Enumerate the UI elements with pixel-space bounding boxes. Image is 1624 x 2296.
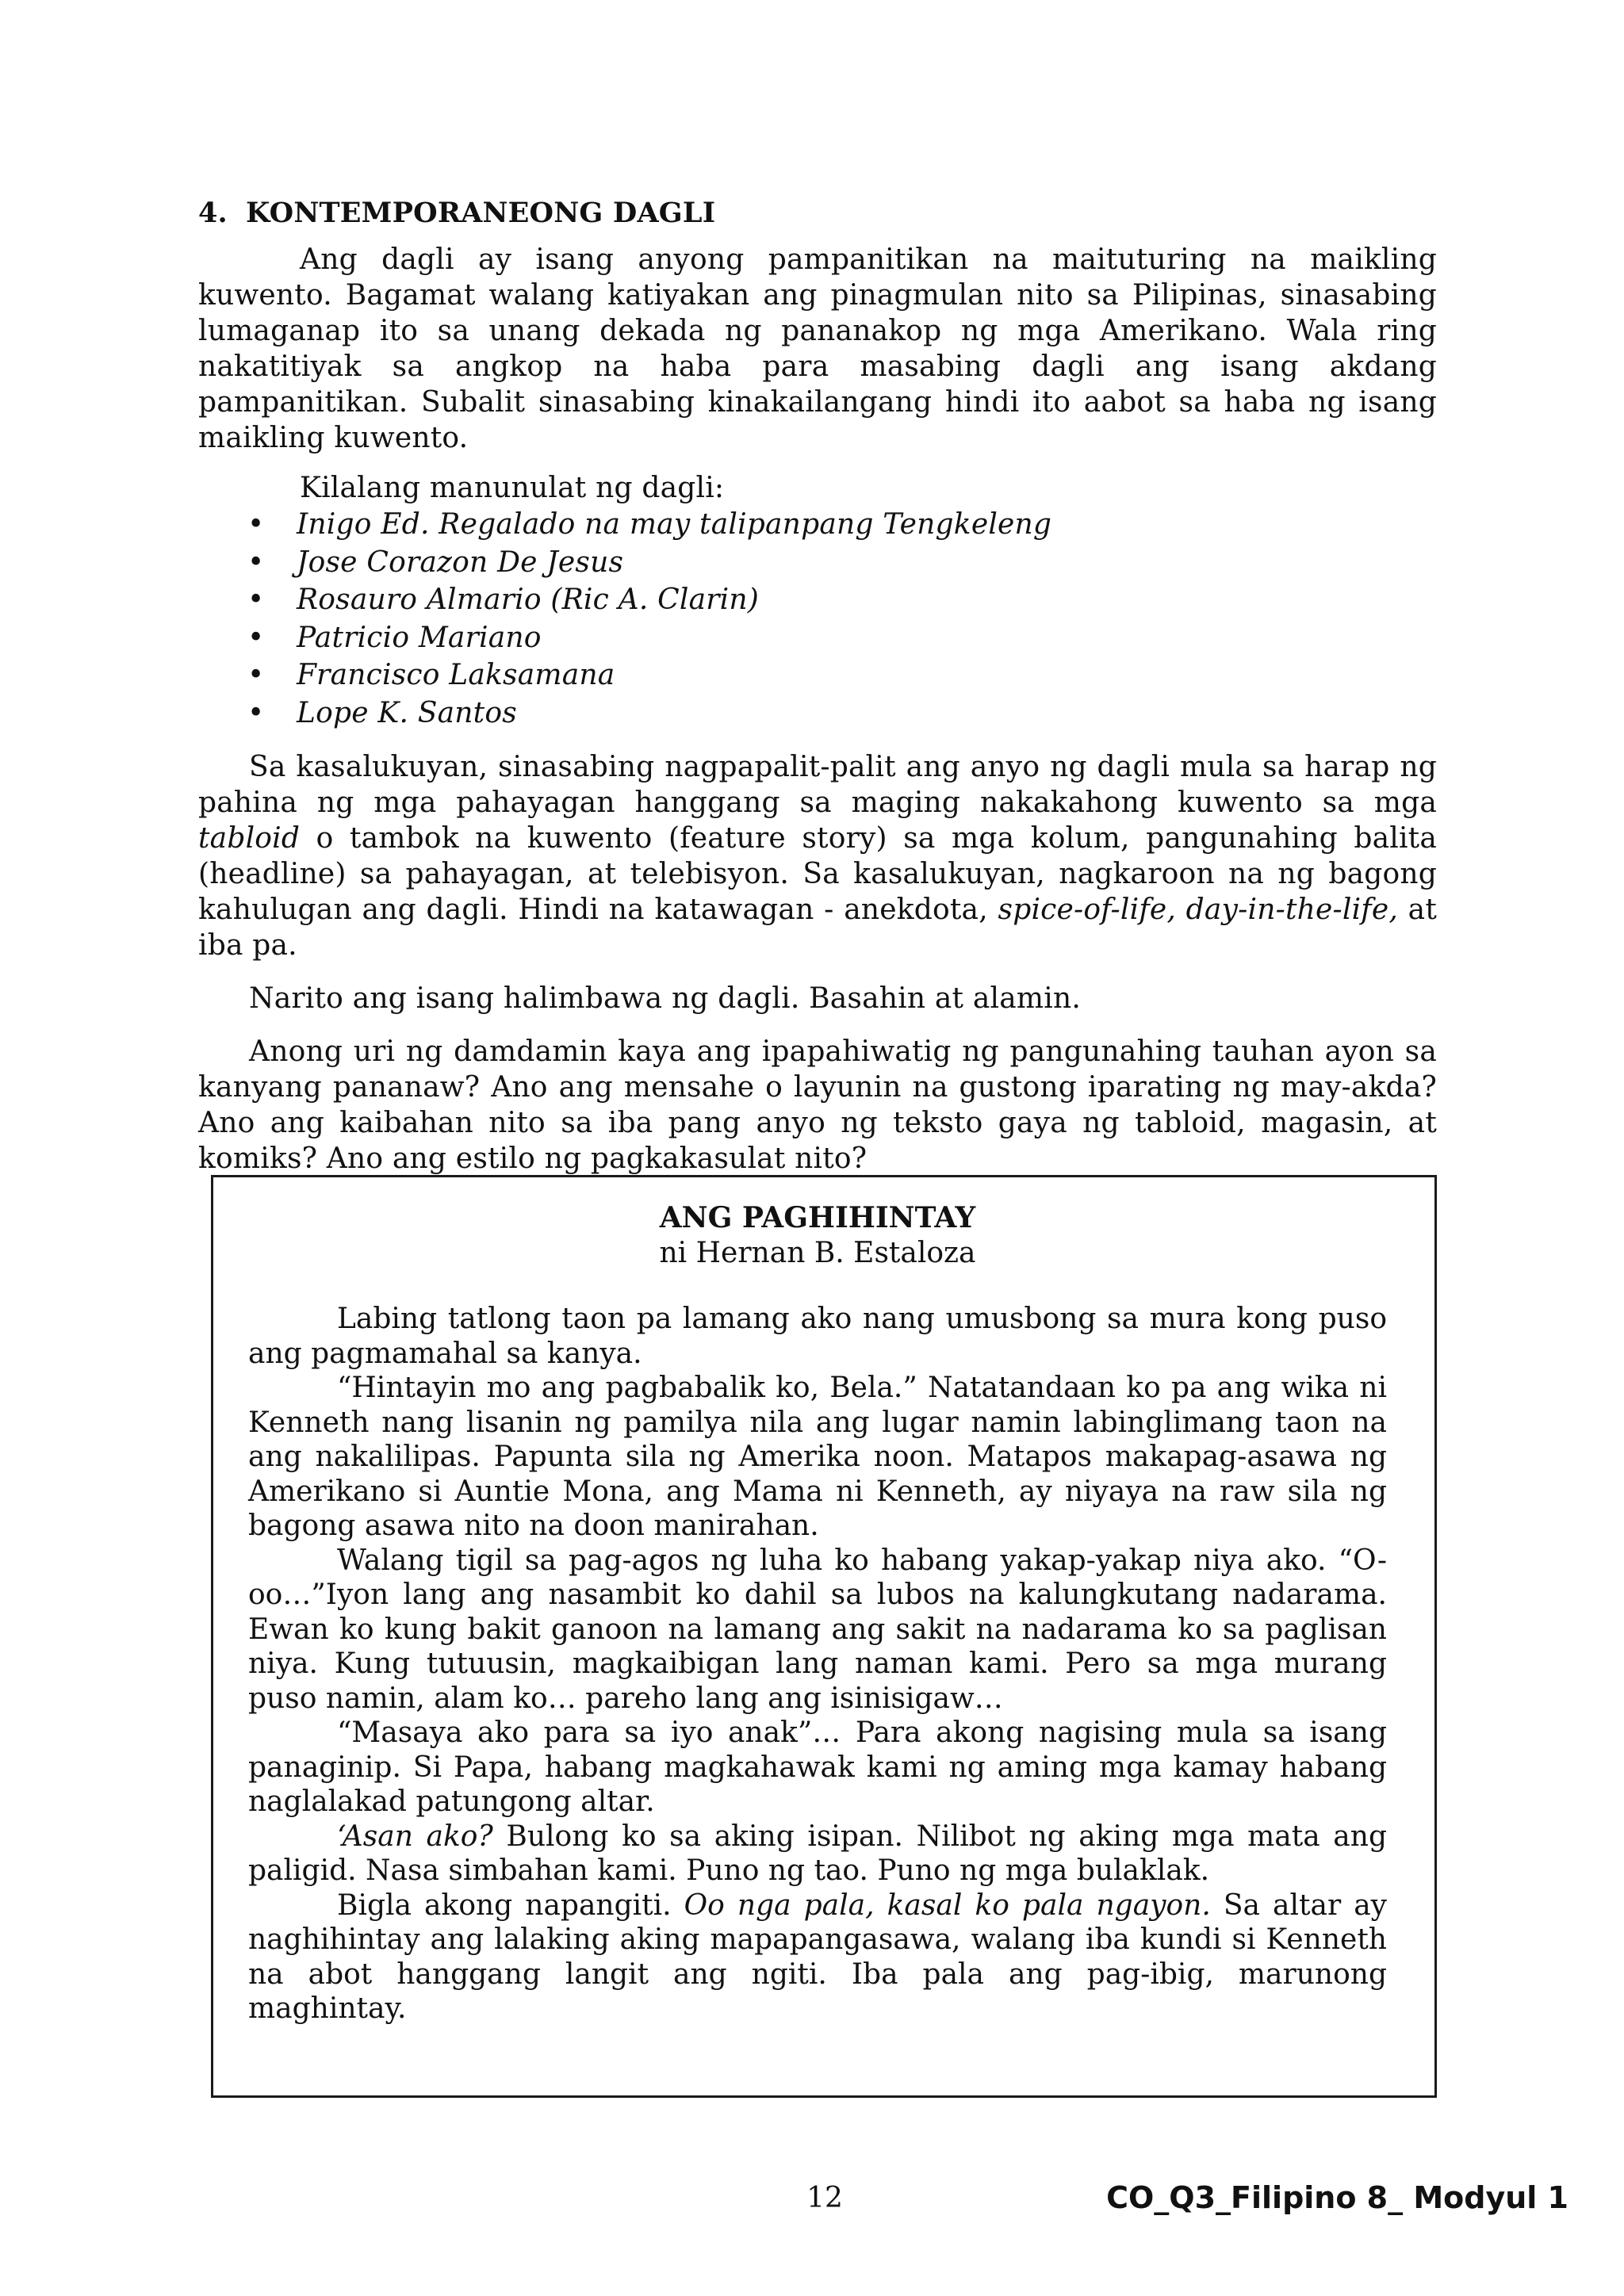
story-paragraph: Labing tatlong taon pa lamang ako nang umusbong sa mura kong puso ang pagmamahal sa kanya. <box>248 1303 1387 1370</box>
story-content <box>248 1201 1387 2026</box>
bullet-icon: • <box>247 659 265 691</box>
bullet-icon: • <box>247 545 265 579</box>
intro-paragraph: Ang dagli ay isang anyong pampanitikan na maituturing na maikling kuwento. Bagamat walang katiyakan ang pinagmulan nito sa Pilipinas, sinasabing lumaganap ito sa unang dekada ng pananakop ng mga Amerikano. Wala ring nakatitiyak sa angkop na haba para masabing dagli ang isang akdang pampanitikan. Subalit sinasabing kinakailangang hindi ito aabot sa haba ng isang maikling kuwento. <box>198 243 1437 454</box>
story-paragraph: “Hintayin mo ang pagbabalik ko, Bela.” Natatandaan ko pa ang wika ni Kenneth nang lisanin ng pamilya nila ang lugar namin labinglimang taon na ang nakalilipas. Papunta sila ng Amerika noon. Matapos makapag-asawa ng Amerikano si Auntie Mona, ang Mama ni Kenneth, ay niyaya na raw sila ng bagong asawa nito na doon manirahan. <box>248 1372 1387 1542</box>
list-item: • Francisco Laksamana <box>198 656 1437 695</box>
list-item: • Patricio Mariano <box>198 619 1437 657</box>
story-paragraph: ‘Asan ako? Bulong ko sa aking isipan. Nilibot ng aking mga mata ang paligid. Nasa simbahan kami. Puno ng tao. Puno ng mga bulaklak. <box>248 1820 1387 1887</box>
section-number: 4. <box>198 197 228 229</box>
authors-list <box>198 506 1437 732</box>
evolution-paragraph: Sa kasalukuyan, sinasabing nagpapalit-palit ang anyo ng dagli mula sa harap ng pahina ng mga pahayagan hanggang sa maging nakakahong kuwento sa mga tabloid o tambok na kuwento (feature story) sa mga kolum, pangunahing balita (headline) sa pahayagan, at telebisyon. Sa kasalukuyan, nagkaroon na ng bagong kahulugan ang dagli. Hindi na katawagan - anekdota, spice-of-life, day-in-the-life, at iba pa. <box>198 751 1437 962</box>
page-number: 12 <box>806 2182 843 2214</box>
section-heading <box>198 195 1437 231</box>
module-code: CO_Q3_Filipino 8_ Modyul 1 <box>1106 2180 1568 2215</box>
bullet-icon: • <box>247 696 265 729</box>
story-paragraph: “Masaya ako para sa iyo anak”… Para akong nagising mula sa isang panaginip. Si Papa, habang magkahawak kami ng aming mga kamay habang naglalakad patungong altar. <box>248 1716 1387 1818</box>
section-title: KONTEMPORANEONG DAGLI <box>246 197 716 229</box>
list-item: • Inigo Ed. Regalado na may talipanpang Tengkeleng <box>198 506 1437 544</box>
list-item: • Lope K. Santos <box>198 695 1437 733</box>
story-box <box>211 1175 1437 2098</box>
authors-intro: Kilalang manunulat ng dagli: <box>300 472 725 504</box>
main-content <box>198 195 1437 1177</box>
bullet-icon: • <box>247 621 265 654</box>
list-item: • Jose Corazon De Jesus <box>198 544 1437 582</box>
example-intro: Narito ang isang halimbawa ng dagli. Basahin at alamin. <box>249 982 1081 1015</box>
story-title: ANG PAGHIHINTAY <box>659 1201 976 1234</box>
story-author: ni Hernan B. Estaloza <box>659 1236 976 1269</box>
bullet-icon: • <box>247 508 265 541</box>
story-paragraph: Bigla akong napangiti. Oo nga pala, kasal ko pala ngayon. Sa altar ay naghihintay ang lalaking aking mapapangasawa, walang iba kundi si Kenneth na abot hanggang langit ang ngiti. Iba pala ang pag-ibig, marunong maghintay. <box>248 1888 1388 2025</box>
guide-questions: Anong uri ng damdamin kaya ang ipapahiwatig ng pangunahing tauhan ayon sa kanyang pananaw? Ano ang mensahe o layunin na gustong iparating ng may-akda? Ano ang kaibahan nito sa iba pang anyo ng teksto gaya ng tabloid, magasin, at komiks? Ano ang estilo ng pagkakasulat nito? <box>198 1035 1437 1175</box>
story-paragraph: Walang tigil sa pag-agos ng luha ko habang yakap-yakap niya ako. “O-oo…”Iyon lang ang nasambit ko dahil sa lubos na kalungkutang nadarama. Ewan ko kung bakit ganoon na lamang ang sakit na nadarama ko sa paglisan niya. Kung tutuusin, magkaibigan lang naman kami. Pero sa mga murang puso namin, alam ko… pareho lang ang isinisigaw… <box>248 1544 1387 1715</box>
bullet-icon: • <box>247 584 265 616</box>
list-item: • Rosauro Almario (Ric A. Clarin) <box>198 581 1437 619</box>
